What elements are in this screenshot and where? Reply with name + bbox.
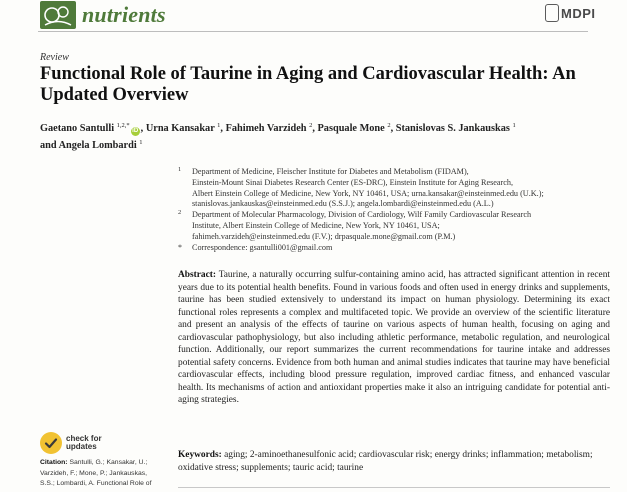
affiliation-line: stanislovas.jankauskas@einsteinmed.edu (S.S.J.); angela.lombardi@einsteinmed.edu (A.L.)	[192, 199, 494, 209]
check-updates-icon	[40, 432, 62, 454]
page-header	[0, 0, 627, 40]
author-name[interactable]: Stanislovas S. Jankauskas $^1$	[395, 122, 516, 134]
check-for-updates-button[interactable]	[40, 432, 102, 454]
citation-line: Santulli, G.; Kansakar, U.;	[69, 459, 148, 466]
citation-line: Varzideh, F.; Mone, P.; Jankauskas,	[40, 469, 148, 477]
affiliation-line: fahimeh.varzideh@einsteinmed.edu (F.V.); drpasquale.mone@gmail.com (P.M.)	[192, 231, 456, 241]
mdpi-logo-icon	[545, 4, 559, 22]
author-affiliation-marker: 1	[217, 122, 221, 129]
journal-name: nutrients	[82, 2, 166, 27]
affiliation-line: Einstein-Mount Sinai Diabetes Research Center (ES-DRC), Einstein Institute for Aging Research,	[192, 177, 514, 187]
author-affiliation-marker: 2	[387, 122, 391, 129]
author-list: Gaetano Santulli $^{1,2,*}$iD , Urna Kansakar $^1$, Fahimeh Varzideh $^2$, Pasquale Mone $^2$, Stanislovas S. Jankauskas $^1$ and Angela Lombardi $^1$	[40, 122, 516, 151]
check-updates-label	[66, 435, 102, 452]
abstract-text: Taurine, a naturally occurring sulfur-containing amino acid, has attracted significant attention in recent years due to its potential health benefits. Found in various foods and often used in energy drinks and supplements, taurine has been studied extensively to understand its impact on human physiology. Determining its exact functional roles represents a complex and multifaceted topic. We provide an overview of the scientific literature and present an analysis of the effects of taurine on various aspects of human health, focusing on aging and cardiovascular pathophysiology, but also including athletic performance, metabolic regulation, and neurological function. Additionally, our report summarizes the current recommendations for taurine intake and addresses potential safety concerns. Evidence from both human and animal studies indicates that taurine may have beneficial cardiovascular effects, including blood pressure regulation, improved cardiac fitness, and enhanced vascular health. Its mechanisms of action and antioxidant properties make it also an intriguing candidate for potential anti-aging strategies.	[178, 270, 610, 406]
affiliation-marker: *	[178, 242, 182, 252]
article-title: Functional Role of Taurine in Aging and Cardiovascular Health: An Updated Overview	[40, 64, 576, 105]
keywords	[178, 449, 610, 474]
affiliation-line: Institute, Albert Einstein College of Medicine, New York, NY 10461, USA;	[192, 220, 440, 230]
author-affiliation-marker: 2	[309, 122, 313, 129]
article-type: Review	[40, 52, 69, 63]
author-name[interactable]: Fahimeh Varzideh $^2$	[225, 122, 313, 134]
affiliation-line: Correspondence: gsantulli001@gmail.com	[192, 242, 333, 252]
author-name[interactable]: Urna Kansakar $^1$	[145, 122, 221, 134]
affiliations	[178, 167, 608, 253]
author-affiliation-marker: 1,2,*	[116, 122, 130, 129]
author-affiliation-marker: 1	[139, 139, 143, 146]
journal-logo[interactable]	[40, 0, 166, 30]
affiliation-marker: 2	[178, 209, 182, 217]
affiliation-marker: 1	[178, 166, 182, 173]
affiliation-line: Department of Medicine, Fleischer Institute for Diabetes and Metabolism (FIDAM),	[192, 167, 469, 176]
citation-box	[40, 458, 170, 490]
abstract-label: Abstract:	[178, 270, 217, 280]
affiliation-line: Department of Molecular Pharmacology, Division of Cardiology, Wilf Family Cardiovascular Research	[192, 210, 532, 220]
author-name[interactable]: Gaetano Santulli $^{1,2,*}$	[40, 122, 130, 134]
check-updates-line1: check for	[66, 433, 102, 443]
affiliation-item	[178, 167, 608, 210]
keywords-text: aging; 2-aminoethanesulfonic acid; cardiovascular risk; energy drinks; inflammation; metabolism; oxidative stress; supplements; tauric acid; taurine	[178, 450, 593, 473]
nutrients-logo-icon	[40, 1, 76, 29]
check-updates-line2: updates	[66, 442, 97, 451]
mdpi-logo[interactable]	[545, 4, 596, 22]
publisher-name: MDPI	[561, 5, 596, 21]
citation-label: Citation:	[40, 459, 68, 466]
author-affiliation-marker: 1	[512, 122, 516, 129]
citation-line: S.S.; Lombardi, A. Functional Role of	[40, 480, 152, 487]
bottom-divider	[178, 487, 610, 488]
orcid-icon[interactable]: iD	[132, 128, 139, 134]
header-divider	[38, 31, 588, 32]
abstract	[178, 269, 610, 407]
affiliation-item	[178, 210, 608, 242]
affiliation-line: Albert Einstein College of Medicine, New York, NY 10461, USA; urna.kansakar@einsteinmed.edu (U.K.);	[192, 188, 544, 198]
affiliation-item	[178, 243, 608, 254]
author-name[interactable]: Pasquale Mone $^2$	[317, 122, 391, 134]
author-name[interactable]: Angela Lombardi $^1$	[58, 139, 143, 151]
keywords-label: Keywords:	[178, 450, 222, 460]
